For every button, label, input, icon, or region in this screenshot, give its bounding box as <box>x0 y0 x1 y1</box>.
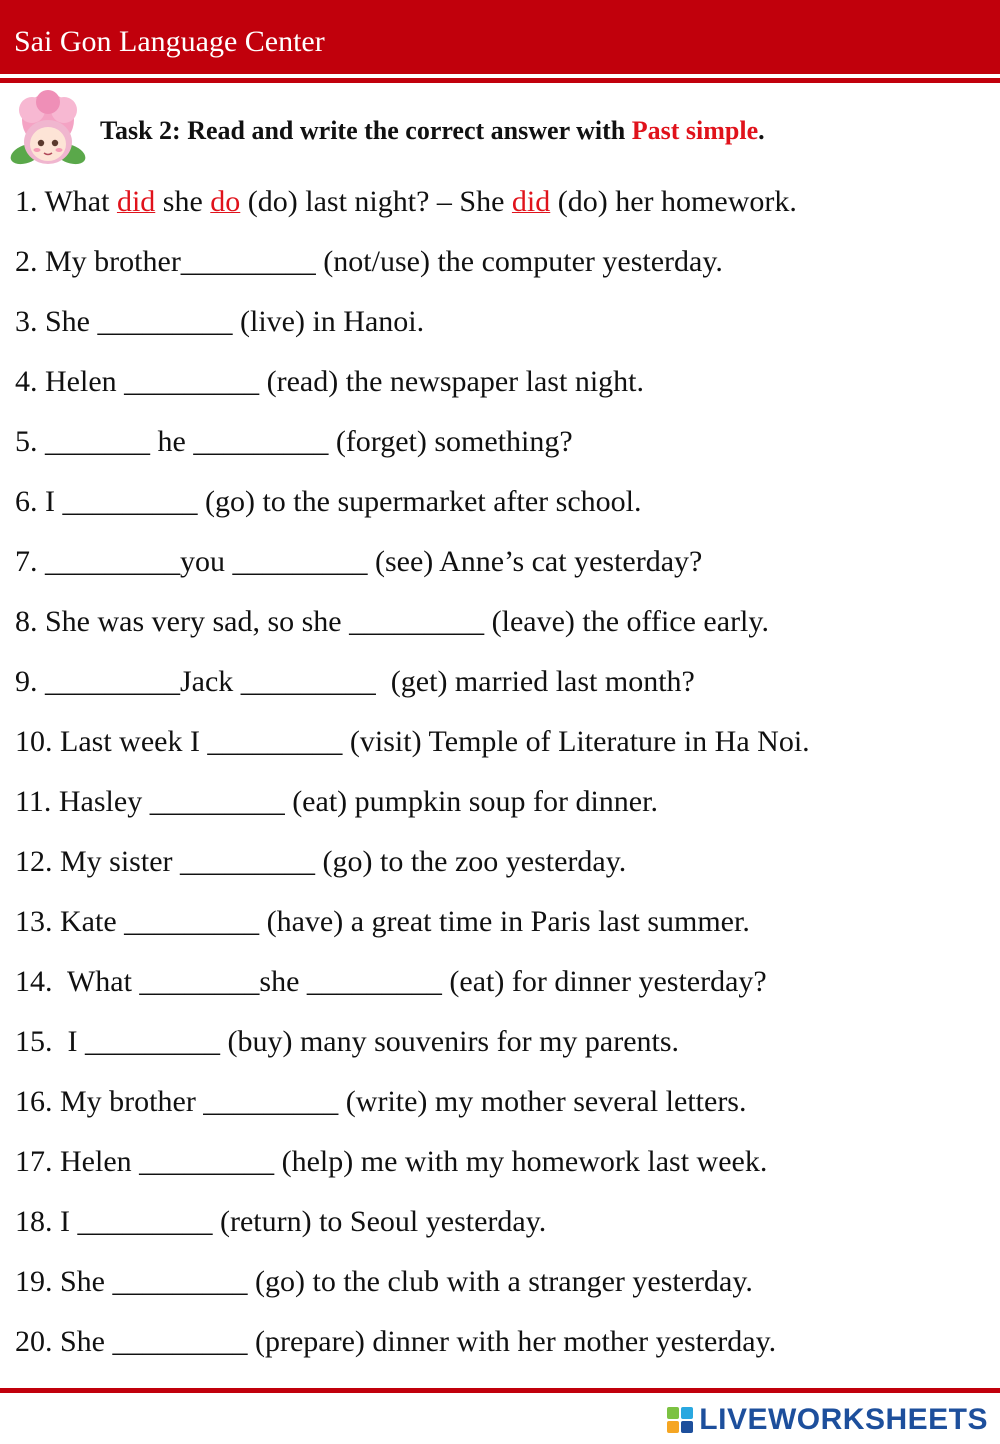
question-item[interactable]: 17. Helen _________ (help) me with my homework last week. <box>15 1145 768 1178</box>
question-item[interactable]: 7. _________you _________ (see) Anne’s cat yesterday? <box>15 545 703 578</box>
question-item[interactable]: 11. Hasley _________ (eat) pumpkin soup for dinner. <box>15 785 658 818</box>
question-item[interactable]: 10. Last week I _________ (visit) Temple of Literature in Ha Noi. <box>15 725 810 758</box>
question-item[interactable]: 14. What ________she _________ (eat) for dinner yesterday? <box>15 965 767 998</box>
question-item[interactable]: 2. My brother_________ (not/use) the computer yesterday. <box>15 245 723 278</box>
task-highlight: Past simple <box>631 116 759 145</box>
footer-divider <box>0 1388 1000 1393</box>
header-divider <box>0 78 1000 83</box>
question-item[interactable]: 19. She _________ (go) to the club with a stranger yesterday. <box>15 1265 753 1298</box>
example-answer: did <box>116 185 156 218</box>
question-item[interactable]: 12. My sister _________ (go) to the zoo yesterday. <box>15 845 627 878</box>
example-question <box>15 180 797 224</box>
question-item[interactable]: 9. _________Jack _________ (get) married last month? <box>15 665 695 698</box>
example-answer: did <box>511 185 551 218</box>
example-text: she <box>155 185 211 218</box>
task-instruction <box>100 112 765 150</box>
liveworksheets-logo-icon <box>667 1407 693 1433</box>
example-text: (do) her homework. <box>550 185 797 218</box>
flower-mascot-icon <box>4 90 92 174</box>
task-tail: . <box>758 116 765 145</box>
example-answer: do <box>210 185 241 218</box>
question-item[interactable]: 20. She _________ (prepare) dinner with her mother yesterday. <box>15 1325 777 1358</box>
brand-logo[interactable] <box>667 1400 988 1440</box>
question-item[interactable]: 16. My brother _________ (write) my mother several letters. <box>15 1085 747 1118</box>
question-item[interactable]: 15. I _________ (buy) many souvenirs for my parents. <box>15 1025 680 1058</box>
brand-name: LIVEWORKSHEETS <box>699 1403 988 1436</box>
question-item[interactable]: 18. I _________ (return) to Seoul yesterday. <box>15 1205 547 1238</box>
example-text: (do) last night? – She <box>240 185 512 218</box>
header-title: Sai Gon Language Center <box>14 25 325 58</box>
question-item[interactable]: 13. Kate _________ (have) a great time in Paris last summer. <box>15 905 750 938</box>
header-bar <box>0 0 1000 74</box>
question-item[interactable]: 3. She _________ (live) in Hanoi. <box>15 305 425 338</box>
question-item[interactable]: 6. I _________ (go) to the supermarket after school. <box>15 485 642 518</box>
task-lead: Task 2: Read and write the correct answer with <box>100 116 632 145</box>
question-item[interactable]: 4. Helen _________ (read) the newspaper last night. <box>15 365 644 398</box>
question-item[interactable]: 8. She was very sad, so she _________ (leave) the office early. <box>15 605 769 638</box>
example-text: 1. What <box>15 185 117 218</box>
question-item[interactable]: 5. _______ he _________ (forget) something? <box>15 425 573 458</box>
